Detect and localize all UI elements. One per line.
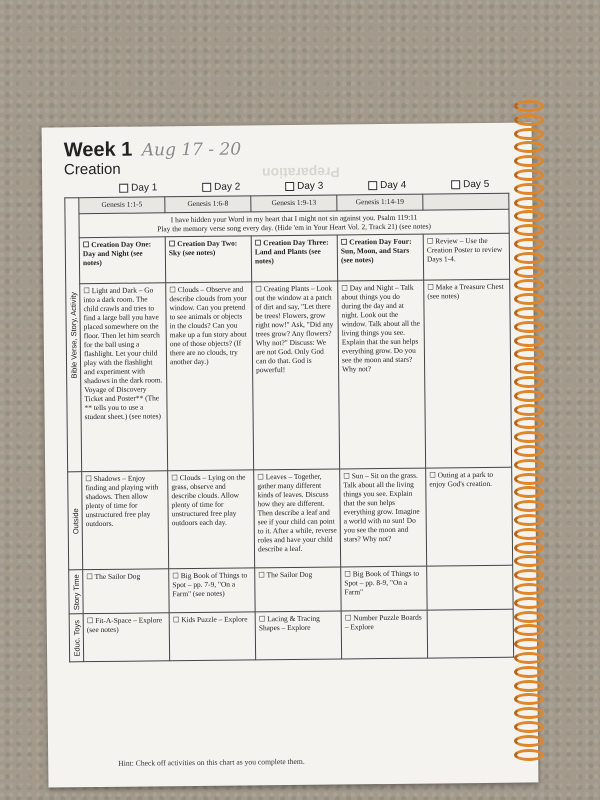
story-time-row [69,565,513,614]
activity-cell[interactable]: ☐ Light and Dark – Go into a dark room. The child crawls and tries to find a large ball you have placed somewhere on the floor. Then let him search for the ball using a flashlight. Let your child play with the flashlight and experiment with shadows in the dark room. Voyage of Discovery Ticket and Poster** (The ** tells you to use a student sheet.) (see notes) [80,283,168,472]
spiral-ring [514,638,544,650]
page-subtitle: Creation [63,160,121,179]
spiral-ring [514,624,544,636]
spiral-ring [514,569,544,581]
row-label-story-time: Story Time [69,570,83,614]
spiral-ring [514,321,544,333]
spiral-ring [514,417,544,429]
spiral-ring [514,252,544,264]
bible-story-cell[interactable]: ☐ Creation Day Four: Sun, Moon, and Stars (see notes) [337,234,423,281]
spiral-ring [514,735,544,747]
spiral-ring [514,666,544,678]
spiral-ring [514,128,544,140]
spiral-ring [514,266,544,278]
spiral-ring [514,307,544,319]
spiral-ring [514,500,544,512]
spiral-ring [514,100,544,112]
spiral-ring [514,279,544,291]
spiral-ring [514,583,544,595]
spiral-ring [514,680,544,692]
spiral-ring [514,707,544,719]
spiral-ring [514,486,544,498]
spiral-ring [514,390,544,402]
page-title: Week 1 [63,138,133,162]
activity-cell[interactable]: ☐ Make a Treasure Chest (see notes) [424,279,512,468]
spiral-ring [514,224,544,236]
spiral-ring [514,597,544,609]
spiral-ring [514,210,544,222]
handwritten-date: Aug 17 - 20 [141,139,242,161]
spiral-ring [514,114,544,126]
day-2-header[interactable]: Day 2 [180,181,262,193]
spiral-ring [514,335,544,347]
memory-verse: I have hidden your Word in my heart that I might not sin against you. Psalm 119:11 Play the memory verse song every day. (Hide 'em in Your Heart Vol. 2, Track 21) (see notes) [79,209,509,238]
spiral-ring [514,404,544,416]
outside-cell[interactable]: ☐ Leaves – Together, gather many different kinds of leaves. Discuss how they are different. Then describe a leaf and see if your child can point to it. After a while, reverse roles and have your child describe a leaf. [254,469,341,568]
spiral-ring [514,652,544,664]
checkbox-icon[interactable] [285,182,294,191]
day-1-header[interactable]: Day 1 [97,182,179,194]
bible-story-cell[interactable]: ☐ Review – Use the Creation Poster to review Days 1-4. [423,233,509,280]
bible-story-row [65,233,509,284]
story-time-cell[interactable]: ☐ The Sailor Dog [255,567,341,612]
day-3-header[interactable]: Day 3 [263,180,345,192]
reference-cell: Genesis 1:14-19 [337,194,423,211]
toy-cell[interactable]: ☐ Lacing & Tracing Shapes – Explore [255,611,341,660]
spiral-ring [514,169,544,181]
outside-cell[interactable]: ☐ Clouds – Lying on the grass, observe and describe clouds. Allow plenty of time for unstructured free play outdoors each day. [168,470,255,569]
toy-cell[interactable]: ☐ Fit-A-Space – Explore (see notes) [83,613,169,662]
reference-cell: Genesis 1:9-13 [251,195,337,212]
spiral-ring [514,362,544,374]
checkbox-icon[interactable] [202,183,211,192]
spiral-ring [514,473,544,485]
bleed-through-text: Preparation [261,164,340,182]
toy-cell [427,609,513,658]
toy-cell[interactable]: ☐ Kids Puzzle – Explore [169,612,255,661]
story-time-cell[interactable]: ☐ Big Book of Things to Spot – pp. 8-9, "On a Farm" [341,566,427,611]
story-time-cell [427,565,513,610]
schedule-table [64,193,514,663]
outside-row [68,467,513,570]
activity-cell[interactable]: ☐ Clouds – Observe and describe clouds from your window. Can you pretend to see animals or objects in the clouds? Can you make up a fun story about one of those objects? (If there are no clouds, try another day.) [166,282,254,471]
educ-toys-row [69,609,513,662]
checkbox-icon[interactable] [368,181,377,190]
checkbox-icon[interactable] [451,180,460,189]
spiral-ring [514,693,544,705]
bible-story-cell[interactable]: ☐ Creation Day Three: Land and Plants (see notes) [251,235,337,282]
activity-row [66,279,512,472]
workbook-page [42,122,539,787]
spiral-ring [514,293,544,305]
toy-cell[interactable]: ☐ Number Puzzle Boards – Explore [341,610,427,659]
row-label-educ-toys: Educ. Toys [69,614,84,662]
empty-cell [423,193,509,210]
row-label-bible: Bible Verse, Story, Activity [65,198,82,472]
spiral-ring [514,528,544,540]
spiral-ring [514,445,544,457]
spiral-ring [514,141,544,153]
spiral-ring [514,542,544,554]
bible-story-cell[interactable]: ☐ Creation Day One: Day and Night (see notes) [79,237,165,284]
hint-text: Hint: Check off activities on this chart as you complete them. [118,756,305,768]
spiral-ring [514,459,544,471]
spiral-ring [514,183,544,195]
outside-cell[interactable]: ☐ Sun – Sit on the grass. Talk about all the living things you see. Explain that the sun helps everything grow. Imagine a world with no sun! Do you see the moon and stars? Why not? [340,468,427,567]
story-time-cell[interactable]: ☐ Big Book of Things to Spot – pp. 7-9, "On a Farm" (see notes) [169,568,255,613]
checkbox-icon[interactable] [119,184,128,193]
spiral-ring [514,555,544,567]
outside-cell[interactable]: ☐ Outing at a park to enjoy God's creation. [426,467,513,566]
spiral-ring [514,611,544,623]
spiral-ring [514,514,544,526]
spiral-binding [514,100,548,780]
reference-cell: Genesis 1:6-8 [165,196,251,213]
activity-cell[interactable]: ☐ Day and Night – Talk about things you do during the day and at night. Look out the window. Talk about all the living things you see. Explain that the sun helps everything grow. Do you see the moon and stars? Why not? [338,280,426,469]
story-time-cell[interactable]: ☐ The Sailor Dog [83,569,169,614]
spiral-ring [514,431,544,443]
day-5-header[interactable]: Day 5 [429,179,511,191]
spiral-ring [514,155,544,167]
spiral-ring [514,749,544,761]
reference-cell: Genesis 1:1-5 [79,197,165,214]
spiral-ring [514,376,544,388]
spiral-ring [514,197,544,209]
spiral-ring [514,348,544,360]
activity-cell[interactable]: ☐ Creating Plants – Look out the window at a patch of dirt and say, "Let there be trees! Flowers, grow right now!" Ask, "Did any trees grow? Any flowers? Why not?" Discuss: We are not God. Only God can do that. God is powerful! [252,281,340,470]
spiral-ring [514,238,544,250]
day-4-header[interactable]: Day 4 [346,180,428,192]
row-label-outside: Outside [68,472,83,570]
bible-story-cell[interactable]: ☐ Creation Day Two: Sky (see notes) [165,236,251,283]
spiral-ring [514,721,544,733]
outside-cell[interactable]: ☐ Shadows – Enjoy finding and playing with shadows. Then allow plenty of time for unstructured free play outdoors. [82,471,169,570]
